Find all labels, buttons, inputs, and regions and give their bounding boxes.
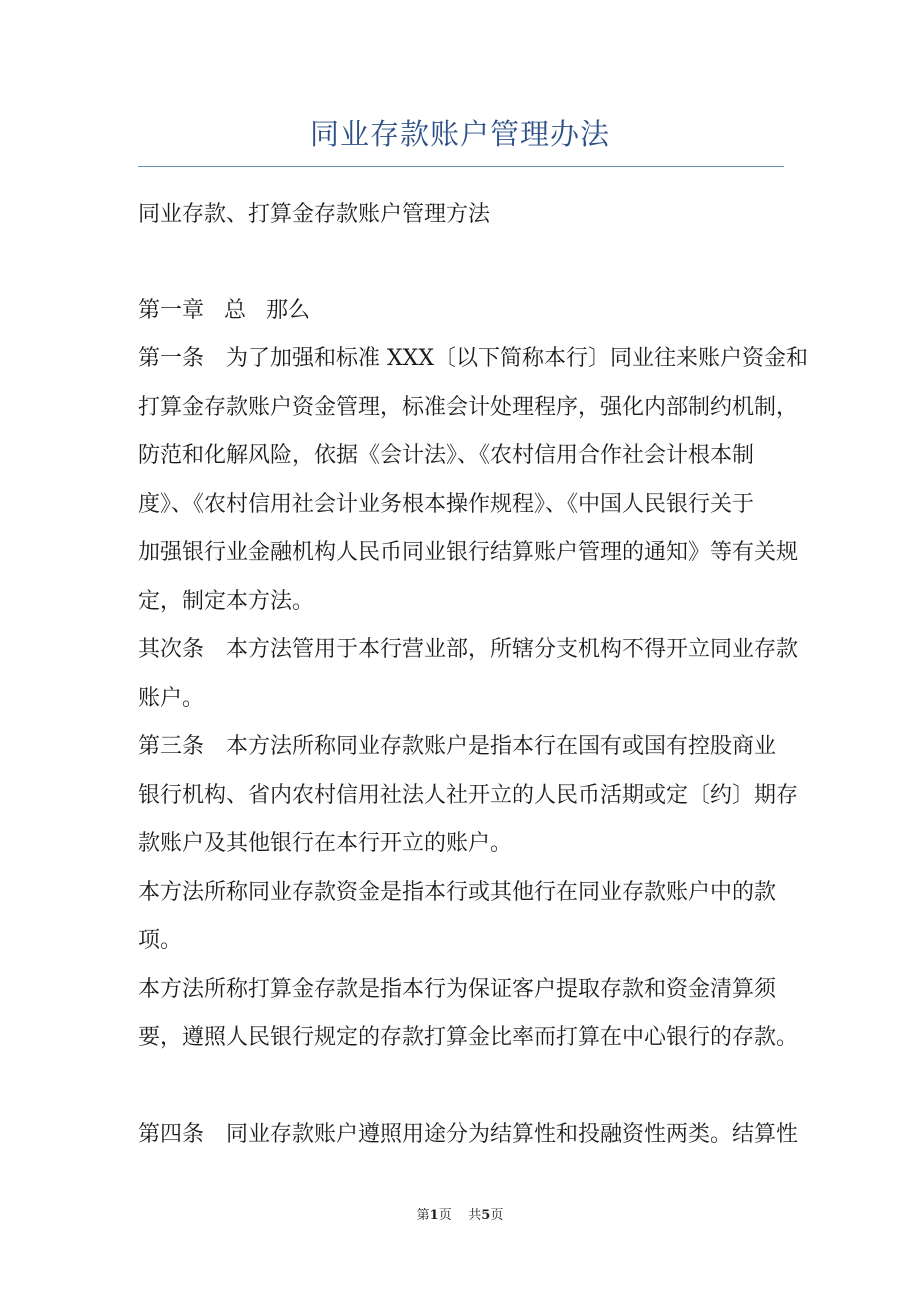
text-line: 项。 [138, 928, 183, 953]
text-line: 本方法所称打算金存款是指本行为保证客户提取存款和资金清算须 [138, 977, 777, 1002]
chapter-name-part2: 那么 [266, 298, 311, 323]
footer-page-unit: 页 [438, 1208, 452, 1223]
chapter-label: 第一章 [138, 298, 205, 323]
text-line: 银行机构、省内农村信用社法人社开立的人民币活期或定〔约〕期存 [138, 783, 799, 808]
footer-page-number: 1 [429, 1208, 439, 1223]
text-line: 防范和化解风险，依据《会计法》、《农村信用合作社会计根本制 [138, 443, 755, 468]
text-line: 第一条 为了加强和标准 XXX〔以下简称本行〕同业往来账户资金和 [138, 346, 808, 371]
footer-total-pages: 5 [481, 1208, 491, 1223]
footer-total-prefix: 共 [468, 1208, 482, 1223]
text-line: 打算金存款账户资金管理，标准会计处理程序，强化内部制约机制， [138, 395, 799, 420]
footer-total-unit: 页 [490, 1208, 504, 1223]
text-line: 第三条 本方法所称同业存款账户是指本行在国有或国有控股商业 [138, 734, 777, 759]
text-line: 要，遵照人民银行规定的存款打算金比率而打算在中心银行的存款。 [138, 1025, 799, 1050]
text-line: 加强银行业金融机构人民币同业银行结算账户管理的通知》等有关规 [138, 540, 799, 565]
footer-page-prefix: 第 [416, 1208, 430, 1223]
text-line: 第四条 同业存款账户遵照用途分为结算性和投融资性两类。结算性 [138, 1122, 799, 1147]
text-line: 账户。 [138, 686, 205, 711]
text-line: 度》、《农村信用社会计业务根本操作规程》、《中国人民银行关于 [138, 492, 755, 517]
text-line: 其次条 本方法管用于本行营业部，所辖分支机构不得开立同业存款 [138, 637, 799, 662]
text-line: 款账户及其他银行在本行开立的账户。 [138, 831, 513, 856]
page-footer [0, 1207, 920, 1225]
text-line: 本方法所称同业存款资金是指本行或其他行在同业存款账户中的款 [138, 880, 777, 905]
text-line: 定，制定本方法。 [138, 589, 315, 614]
title-underline [138, 166, 784, 167]
document-subtitle: 同业存款、打算金存款账户管理方法 [138, 202, 491, 227]
chapter-heading [138, 296, 310, 326]
document-title: 同业存款账户管理办法 [309, 117, 610, 151]
chapter-name-part1: 总 [224, 298, 247, 323]
